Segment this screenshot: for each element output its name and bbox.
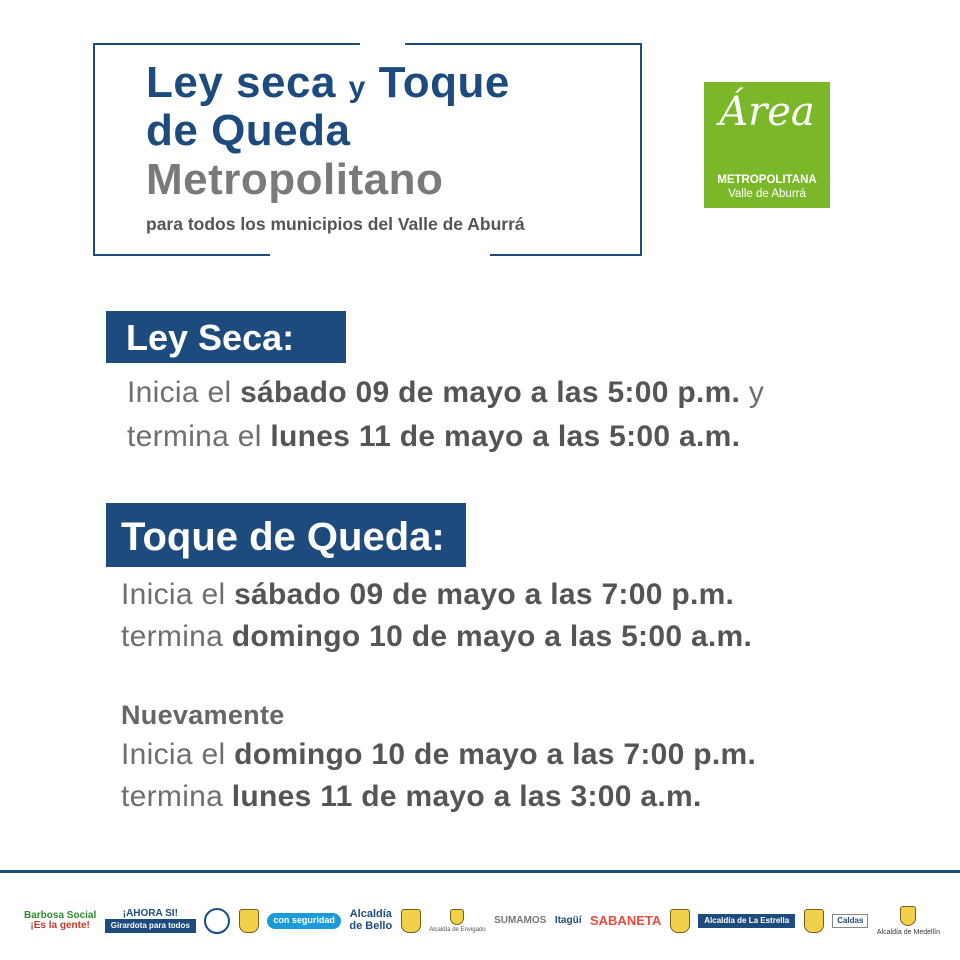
caldas-crest-icon — [804, 909, 824, 933]
title-frame-gap — [270, 252, 490, 262]
footer-logo-row — [24, 901, 940, 941]
ley-seca-end: termina el lunes 11 de mayo a las 5:00 a.m. — [127, 420, 741, 453]
subtitle: para todos los municipios del Valle de Aburrá — [146, 214, 525, 234]
title-line-2: de Queda — [146, 106, 351, 155]
title-line-1 — [146, 58, 510, 108]
logo-script-text: Área — [719, 89, 815, 135]
area-metropolitana-logo — [704, 82, 830, 208]
toque-end: termina domingo 10 de mayo a las 5:00 a.m. — [121, 620, 753, 653]
itagui-logo: Itagüí — [554, 914, 582, 926]
footer-municipalities — [0, 870, 960, 960]
logo-text-metropolitana: METROPOLITANA — [717, 174, 817, 186]
la-estrella-logo: Alcaldía de La Estrella — [698, 914, 795, 928]
medellin-logo: Alcaldía de Medellín — [877, 906, 940, 936]
bello-crest-icon — [401, 909, 421, 933]
envigado-crest-icon — [450, 909, 464, 925]
toque-start: Inicia el sábado 09 de mayo a las 7:00 p.m. — [121, 578, 735, 611]
nuevamente-start: Inicia el domingo 10 de mayo a las 7:00 p.m. — [121, 738, 757, 771]
girardota-logo: ¡AHORA SI! Girardota para todos — [105, 909, 196, 934]
medellin-crest-icon — [900, 906, 916, 926]
title-ley-seca: Ley seca — [146, 58, 336, 107]
barbosa-logo: Barbosa Social ¡Es la gente! — [24, 909, 97, 931]
caldas-logo: Caldas — [832, 914, 868, 928]
copacabana-logo: con seguridad — [267, 913, 341, 928]
ley-seca-label: Ley Seca: — [106, 311, 346, 363]
nuevamente-heading: Nuevamente — [121, 700, 285, 730]
title-conjunction: y — [348, 71, 366, 104]
itagui-sumamos-logo: SUMAMOS — [494, 914, 547, 926]
title-toque: Toque — [378, 58, 510, 107]
logo-text-valle: Valle de Aburrá — [728, 188, 806, 200]
municipal-seal-icon — [204, 908, 230, 934]
sabaneta-logo: SABANETA — [589, 913, 662, 929]
ley-seca-start: Inicia el sábado 09 de mayo a las 5:00 p.m. y — [127, 376, 765, 409]
toque-de-queda-label: Toque de Queda: — [106, 503, 466, 567]
title-frame-gap — [360, 38, 405, 48]
title-line-3: Metropolitano — [146, 155, 444, 204]
nuevamente-end: termina lunes 11 de mayo a las 3:00 a.m. — [121, 780, 702, 813]
copacabana-crest-icon — [239, 909, 259, 933]
bello-logo: Alcaldía de Bello — [349, 908, 393, 932]
envigado-logo: Alcaldía de Envigado — [429, 909, 485, 934]
la-estrella-crest-icon — [670, 909, 690, 933]
